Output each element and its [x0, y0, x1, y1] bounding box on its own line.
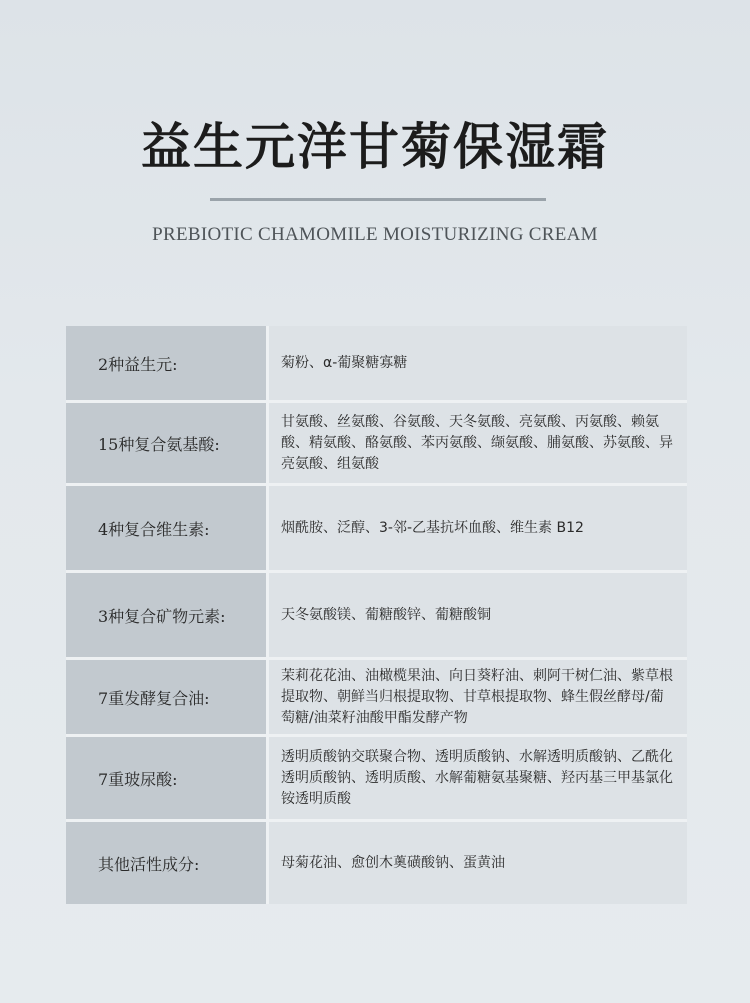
- page-title: 益生元洋甘菊保湿霜: [141, 117, 609, 176]
- table-row: [66, 326, 687, 403]
- row-label: 15种复合氨基酸:: [66, 403, 266, 483]
- row-label: 7重发酵复合油:: [66, 660, 266, 734]
- row-value: 透明质酸钠交联聚合物、透明质酸钠、水解透明质酸钠、乙酰化透明质酸钠、透明质酸、水解葡糖氨基聚糖、羟丙基三甲基氯化铵透明质酸: [266, 737, 687, 819]
- row-value: 茉莉花花油、油橄榄果油、向日葵籽油、刺阿干树仁油、紫草根提取物、朝鲜当归根提取物、甘草根提取物、蜂生假丝酵母/葡萄糖/油菜籽油酸甲酯发酵产物: [266, 660, 687, 734]
- table-row: [66, 573, 687, 660]
- table-row: [66, 660, 687, 737]
- row-label: 2种益生元:: [66, 326, 266, 400]
- table-row: [66, 822, 687, 904]
- row-value: 烟酰胺、泛醇、3-邻-乙基抗坏血酸、维生素 B12: [266, 486, 687, 570]
- row-label: 7重玻尿酸:: [66, 737, 266, 819]
- table-row: [66, 403, 687, 486]
- row-label: 其他活性成分:: [66, 822, 266, 904]
- row-label: 3种复合矿物元素:: [66, 573, 266, 657]
- table-row: [66, 486, 687, 573]
- page-subtitle: PREBIOTIC CHAMOMILE MOISTURIZING CREAM: [152, 224, 598, 245]
- row-value: 母菊花油、愈创木薁磺酸钠、蛋黄油: [266, 822, 687, 904]
- row-value: 甘氨酸、丝氨酸、谷氨酸、天冬氨酸、亮氨酸、丙氨酸、赖氨酸、精氨酸、酪氨酸、苯丙氨酸、缬氨酸、脯氨酸、苏氨酸、异亮氨酸、组氨酸: [266, 403, 687, 483]
- row-value: 菊粉、α-葡聚糖寡糖: [266, 326, 687, 400]
- title-divider: [210, 198, 546, 201]
- table-row: [66, 737, 687, 822]
- row-value: 天冬氨酸镁、葡糖酸锌、葡糖酸铜: [266, 573, 687, 657]
- ingredients-table: [66, 326, 687, 904]
- row-label: 4种复合维生素:: [66, 486, 266, 570]
